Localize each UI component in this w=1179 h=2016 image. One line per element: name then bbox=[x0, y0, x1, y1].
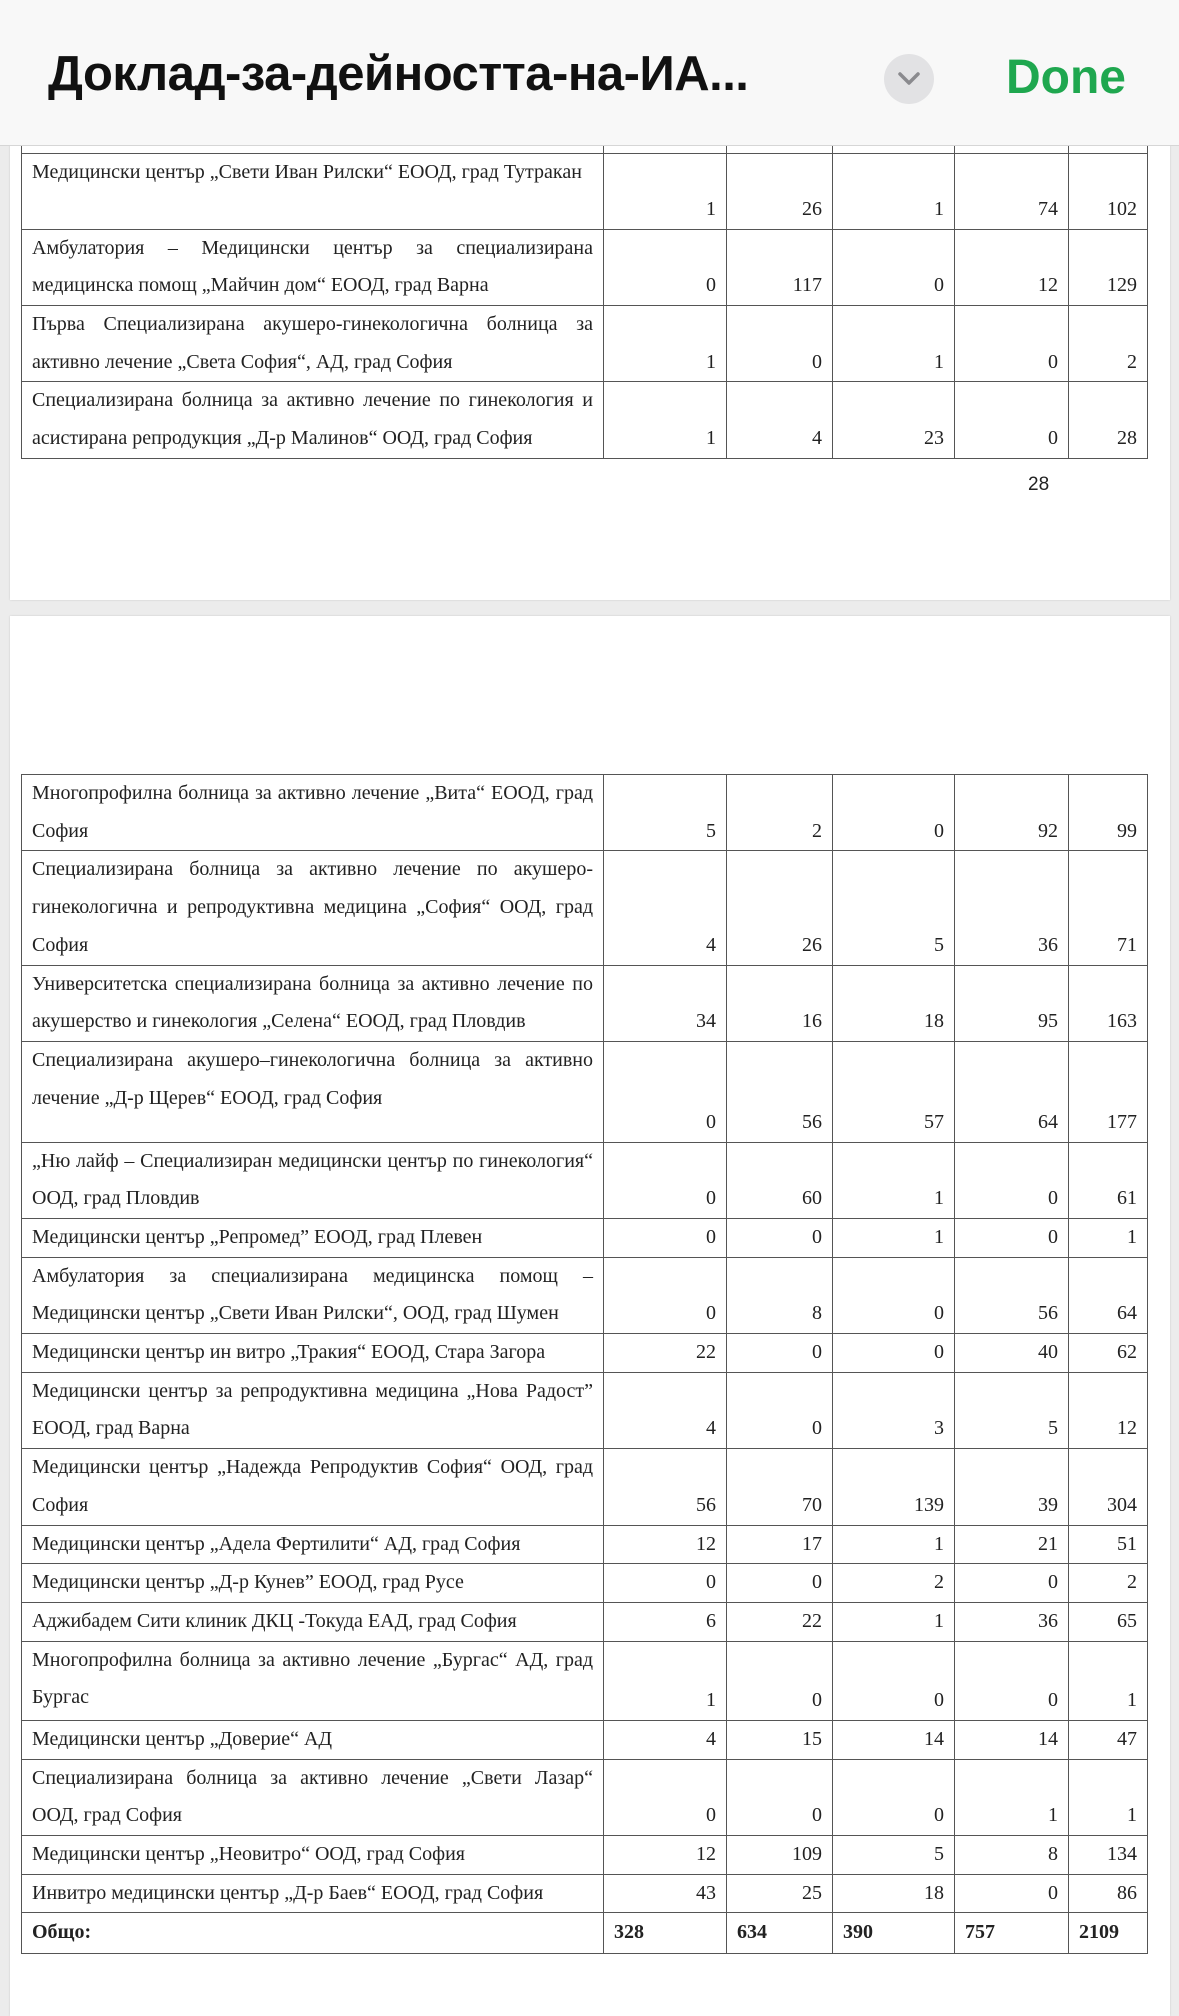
table-row-partial bbox=[22, 146, 1148, 154]
value-cell: 64 bbox=[955, 1041, 1069, 1142]
value-cell: 4 bbox=[727, 382, 833, 458]
value-cell: 14 bbox=[955, 1720, 1069, 1759]
table-row bbox=[22, 1525, 1148, 1564]
clinic-name: „Ню лайф – Специализиран медицински център по гинекология“ ООД, град Пловдив bbox=[22, 1142, 604, 1218]
clinics-table-part1 bbox=[21, 145, 1148, 459]
value-cell: 4 bbox=[604, 1720, 727, 1759]
value-cell: 51 bbox=[1069, 1525, 1148, 1564]
value-cell: 26 bbox=[727, 851, 833, 965]
page-number: 28 bbox=[1028, 474, 1050, 495]
value-cell: 4 bbox=[604, 851, 727, 965]
total-value: 2109 bbox=[1069, 1913, 1148, 1953]
value-cell: 56 bbox=[727, 1041, 833, 1142]
total-value: 634 bbox=[727, 1913, 833, 1953]
table-row bbox=[22, 1602, 1148, 1641]
total-label: Общо: bbox=[22, 1913, 604, 1953]
value-cell: 21 bbox=[955, 1525, 1069, 1564]
clinic-name: Специализирана болница за активно лечение по акушеро-гинекологична и репродуктивна медицина „София“ ООД, град София bbox=[22, 851, 604, 965]
value-cell: 0 bbox=[604, 1564, 727, 1603]
value-cell: 56 bbox=[955, 1257, 1069, 1333]
table-row bbox=[22, 1564, 1148, 1603]
value-cell: 0 bbox=[833, 1334, 955, 1373]
value-cell: 134 bbox=[1069, 1836, 1148, 1875]
value-cell: 56 bbox=[604, 1449, 727, 1525]
value-cell: 6 bbox=[604, 1602, 727, 1641]
value-cell: 0 bbox=[955, 1874, 1069, 1913]
value-cell: 12 bbox=[604, 1836, 727, 1875]
value-cell: 0 bbox=[604, 1257, 727, 1333]
value-cell: 22 bbox=[727, 1602, 833, 1641]
table-row bbox=[22, 1874, 1148, 1913]
clinics-table-part2 bbox=[21, 774, 1148, 1954]
value-cell: 117 bbox=[727, 229, 833, 305]
value-cell: 0 bbox=[955, 1641, 1069, 1720]
value-cell: 5 bbox=[833, 1836, 955, 1875]
clinic-name: Специализирана акушеро–гинекологична болница за активно лечение „Д-р Щерев“ ЕООД, град София bbox=[22, 1041, 604, 1142]
table-row bbox=[22, 775, 1148, 851]
clinic-name: Университетска специализирана болница за активно лечение по акушерство и гинекология „Селена“ ЕООД, град Пловдив bbox=[22, 965, 604, 1041]
value-cell: 43 bbox=[604, 1874, 727, 1913]
total-value: 328 bbox=[604, 1913, 727, 1953]
value-cell: 5 bbox=[955, 1372, 1069, 1448]
value-cell: 18 bbox=[833, 1874, 955, 1913]
value-cell: 3 bbox=[833, 1372, 955, 1448]
value-cell: 0 bbox=[955, 1142, 1069, 1218]
value-cell: 60 bbox=[727, 1142, 833, 1218]
value-cell: 0 bbox=[604, 1759, 727, 1835]
clinic-name: Медицински център „Доверие“ АД bbox=[22, 1720, 604, 1759]
value-cell: 12 bbox=[604, 1525, 727, 1564]
empty-cell bbox=[833, 146, 955, 154]
table-row bbox=[22, 1218, 1148, 1257]
table-row bbox=[22, 1836, 1148, 1875]
value-cell: 109 bbox=[727, 1836, 833, 1875]
value-cell: 71 bbox=[1069, 851, 1148, 965]
value-cell: 99 bbox=[1069, 775, 1148, 851]
total-value: 390 bbox=[833, 1913, 955, 1953]
value-cell: 28 bbox=[1069, 382, 1148, 458]
total-row bbox=[22, 1913, 1148, 1953]
table-row bbox=[22, 1041, 1148, 1142]
value-cell: 0 bbox=[727, 1759, 833, 1835]
value-cell: 2 bbox=[1069, 1564, 1148, 1603]
value-cell: 1 bbox=[833, 1142, 955, 1218]
value-cell: 0 bbox=[727, 1372, 833, 1448]
value-cell: 95 bbox=[955, 965, 1069, 1041]
empty-cell bbox=[604, 146, 727, 154]
document-page bbox=[10, 616, 1170, 2016]
value-cell: 0 bbox=[727, 1334, 833, 1373]
table-row bbox=[22, 1257, 1148, 1333]
value-cell: 304 bbox=[1069, 1449, 1148, 1525]
value-cell: 16 bbox=[727, 965, 833, 1041]
empty-cell bbox=[22, 146, 604, 154]
empty-cell bbox=[727, 146, 833, 154]
value-cell: 92 bbox=[955, 775, 1069, 851]
value-cell: 12 bbox=[1069, 1372, 1148, 1448]
value-cell: 1 bbox=[833, 154, 955, 230]
value-cell: 1 bbox=[833, 1218, 955, 1257]
value-cell: 17 bbox=[727, 1525, 833, 1564]
value-cell: 15 bbox=[727, 1720, 833, 1759]
total-value: 757 bbox=[955, 1913, 1069, 1953]
done-button[interactable]: Done bbox=[1006, 51, 1126, 104]
table-row bbox=[22, 851, 1148, 965]
table-row bbox=[22, 1142, 1148, 1218]
clinic-name: Медицински център „Надежда Репродуктив София“ ООД, град София bbox=[22, 1449, 604, 1525]
title-menu-button[interactable] bbox=[884, 54, 934, 104]
clinic-name: Медицински център ин витро „Тракия“ ЕООД, Стара Загора bbox=[22, 1334, 604, 1373]
table-row bbox=[22, 965, 1148, 1041]
value-cell: 0 bbox=[604, 1041, 727, 1142]
value-cell: 1 bbox=[955, 1759, 1069, 1835]
value-cell: 5 bbox=[604, 775, 727, 851]
value-cell: 1 bbox=[1069, 1641, 1148, 1720]
clinic-name: Инвитро медицински център „Д-р Баев“ ЕООД, град София bbox=[22, 1874, 604, 1913]
value-cell: 65 bbox=[1069, 1602, 1148, 1641]
clinic-name: Медицински център „Д-р Кунев” ЕООД, град Русе bbox=[22, 1564, 604, 1603]
value-cell: 25 bbox=[727, 1874, 833, 1913]
table-row bbox=[22, 382, 1148, 458]
value-cell: 8 bbox=[727, 1257, 833, 1333]
table-row bbox=[22, 1334, 1148, 1373]
value-cell: 0 bbox=[727, 1564, 833, 1603]
value-cell: 0 bbox=[604, 1142, 727, 1218]
value-cell: 22 bbox=[604, 1334, 727, 1373]
value-cell: 64 bbox=[1069, 1257, 1148, 1333]
value-cell: 1 bbox=[1069, 1218, 1148, 1257]
value-cell: 1 bbox=[604, 305, 727, 381]
clinic-name: Специализирана болница за активно лечение „Свети Лазар“ ООД, град София bbox=[22, 1759, 604, 1835]
clinic-name: Медицински център „Адела Фертилити“ АД, град София bbox=[22, 1525, 604, 1564]
value-cell: 36 bbox=[955, 851, 1069, 965]
clinic-name: Многопрофилна болница за активно лечение „Бургас“ АД, град Бургас bbox=[22, 1641, 604, 1720]
value-cell: 139 bbox=[833, 1449, 955, 1525]
empty-cell bbox=[955, 146, 1069, 154]
value-cell: 34 bbox=[604, 965, 727, 1041]
clinic-name: Първа Специализирана акушеро-гинекологична болница за активно лечение „Света София“, АД, град София bbox=[22, 305, 604, 381]
value-cell: 1 bbox=[604, 1641, 727, 1720]
value-cell: 26 bbox=[727, 154, 833, 230]
value-cell: 1 bbox=[833, 305, 955, 381]
value-cell: 177 bbox=[1069, 1041, 1148, 1142]
value-cell: 0 bbox=[833, 1641, 955, 1720]
value-cell: 0 bbox=[727, 1218, 833, 1257]
clinic-name: Медицински център за репродуктивна медицина „Нова Радост” ЕООД, град Варна bbox=[22, 1372, 604, 1448]
clinic-name: Медицински център „Репромед” ЕООД, град Плевен bbox=[22, 1218, 604, 1257]
value-cell: 4 bbox=[604, 1372, 727, 1448]
value-cell: 86 bbox=[1069, 1874, 1148, 1913]
value-cell: 23 bbox=[833, 382, 955, 458]
value-cell: 0 bbox=[955, 1564, 1069, 1603]
value-cell: 2 bbox=[833, 1564, 955, 1603]
value-cell: 0 bbox=[604, 229, 727, 305]
value-cell: 2 bbox=[1069, 305, 1148, 381]
value-cell: 0 bbox=[955, 382, 1069, 458]
clinic-name: Многопрофилна болница за активно лечение „Вита“ ЕООД, град София bbox=[22, 775, 604, 851]
value-cell: 14 bbox=[833, 1720, 955, 1759]
value-cell: 129 bbox=[1069, 229, 1148, 305]
value-cell: 18 bbox=[833, 965, 955, 1041]
clinic-name: Амбулатория за специализирана медицинска помощ – Медицински център „Свети Иван Рилски“, ООД, град Шумен bbox=[22, 1257, 604, 1333]
value-cell: 163 bbox=[1069, 965, 1148, 1041]
empty-cell bbox=[1069, 146, 1148, 154]
value-cell: 0 bbox=[955, 305, 1069, 381]
value-cell: 0 bbox=[955, 1218, 1069, 1257]
value-cell: 36 bbox=[955, 1602, 1069, 1641]
value-cell: 1 bbox=[604, 154, 727, 230]
value-cell: 0 bbox=[727, 305, 833, 381]
value-cell: 1 bbox=[1069, 1759, 1148, 1835]
table-row bbox=[22, 229, 1148, 305]
clinic-name: Медицински център „Свети Иван Рилски“ ЕООД, град Тутракан bbox=[22, 154, 604, 230]
value-cell: 70 bbox=[727, 1449, 833, 1525]
clinic-name: Амбулатория – Медицински център за специализирана медицинска помощ „Майчин дом“ ЕООД, град Варна bbox=[22, 229, 604, 305]
value-cell: 0 bbox=[727, 1641, 833, 1720]
table-row bbox=[22, 154, 1148, 230]
value-cell: 1 bbox=[604, 382, 727, 458]
value-cell: 1 bbox=[833, 1602, 955, 1641]
value-cell: 0 bbox=[833, 1257, 955, 1333]
table-row bbox=[22, 305, 1148, 381]
value-cell: 62 bbox=[1069, 1334, 1148, 1373]
viewer-header bbox=[0, 0, 1179, 146]
chevron-down-icon bbox=[897, 69, 921, 89]
value-cell: 74 bbox=[955, 154, 1069, 230]
table-row bbox=[22, 1372, 1148, 1448]
clinic-name: Аджибадем Сити клиник ДКЦ -Токуда ЕАД, град София bbox=[22, 1602, 604, 1641]
value-cell: 5 bbox=[833, 851, 955, 965]
table-row bbox=[22, 1449, 1148, 1525]
clinic-name: Медицински център „Неовитро“ ООД, град София bbox=[22, 1836, 604, 1875]
value-cell: 12 bbox=[955, 229, 1069, 305]
document-title: Доклад-за-дейността-на-ИА... bbox=[48, 47, 749, 101]
value-cell: 0 bbox=[833, 775, 955, 851]
value-cell: 102 bbox=[1069, 154, 1148, 230]
value-cell: 61 bbox=[1069, 1142, 1148, 1218]
value-cell: 0 bbox=[833, 1759, 955, 1835]
value-cell: 0 bbox=[604, 1218, 727, 1257]
value-cell: 2 bbox=[727, 775, 833, 851]
table-row bbox=[22, 1759, 1148, 1835]
value-cell: 57 bbox=[833, 1041, 955, 1142]
value-cell: 8 bbox=[955, 1836, 1069, 1875]
clinic-name: Специализирана болница за активно лечение по гинекология и асистирана репродукция „Д-р Малинов“ ООД, град София bbox=[22, 382, 604, 458]
value-cell: 0 bbox=[833, 229, 955, 305]
value-cell: 1 bbox=[833, 1525, 955, 1564]
table-row bbox=[22, 1641, 1148, 1720]
table-row bbox=[22, 1720, 1148, 1759]
value-cell: 39 bbox=[955, 1449, 1069, 1525]
value-cell: 47 bbox=[1069, 1720, 1148, 1759]
value-cell: 40 bbox=[955, 1334, 1069, 1373]
